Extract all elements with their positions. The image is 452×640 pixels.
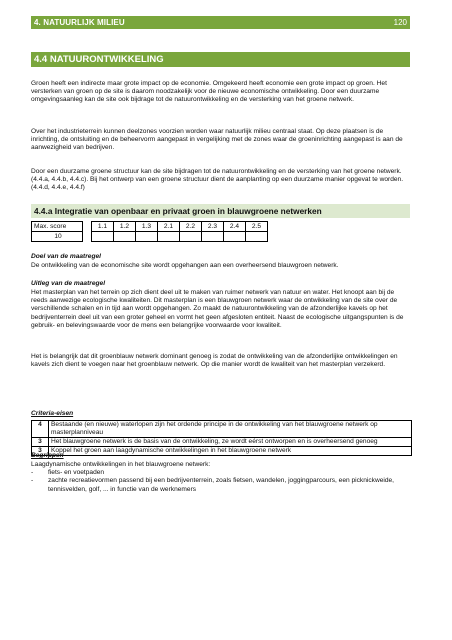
max-score-value: 10 — [32, 232, 83, 242]
criteria-text: Bestaande (en nieuwe) waterlopen zijn het ordende principe in de ontwikkeling van het blauwgroene netwerk op masterplanniveau — [49, 421, 412, 438]
score-col-1-1: 1.1 — [92, 222, 114, 232]
score-col-1-3: 1.3 — [136, 222, 158, 232]
criteria-text: Het blauwgroene netwerk is de basis van de ontwikkeling, ze wordt eérst ontworpen en is overheersend genoeg — [49, 438, 412, 447]
table-row — [32, 421, 412, 438]
score-cell — [246, 232, 268, 242]
uitleg-heading: Uitleg van de maatregel — [31, 280, 106, 287]
doel-text: De ontwikkeling van de economische site wordt opgehangen aan een overheersend blauwgroen netwerk. — [31, 262, 339, 269]
score-cell — [202, 232, 224, 242]
begrippen-heading: Begrippen — [31, 452, 64, 459]
score-cell — [136, 232, 158, 242]
criteria-score: 3 — [32, 438, 49, 447]
subsection-title: 4.4.a Integratie van openbaar en privaat groen in blauwgroene netwerken — [34, 206, 322, 216]
criteria-text: Koppel het groen aan laagdynamische ontwikkelingen in het blauwgroene netwerk — [49, 447, 412, 456]
table-row — [32, 447, 412, 456]
score-table — [31, 221, 268, 242]
intro-paragraph-1: Groen heeft een indirecte maar grote impact op de economie. Omgekeerd heeft economie een grote impact op groen. Het versterken van groen op de site is daarom noodzakelijk voor de nieuwe economische ontwikkeling. Door een duurzame omgevingsaanleg kan de site ook bijdrage tot de natuurontwikkeling en de versterking van het groene netwerk. — [31, 80, 387, 104]
criteria-heading: Criteria-eisen — [31, 410, 74, 417]
score-col-2-5: 2.5 — [246, 222, 268, 232]
page-number: 120 — [393, 18, 407, 27]
section-heading — [31, 52, 410, 67]
chapter-header-bar — [31, 16, 410, 29]
list-item: - fiets- en voetpaden — [31, 469, 105, 477]
intro-paragraph-2: Over het industrieterrein kunnen deelzones voorzien worden waar natuurlijk milieu centraal staat. Op deze plaatsen is de inrichting, de ontsluiting en de beheervorm aangepast in vergelijking met de zones waar de groeninrichting aangepast is aan de aanwezigheid van bedrijven. — [31, 128, 403, 152]
intro-paragraph-3: Door een duurzame groene structuur kan de site bijdragen tot de natuurontwikkeling en de versterking van het groene netwerk. (4.4.a, 4.4.b, 4.4.c). Bij het ontwerp van een groene structuur dient de aanplanting op een duurzame manier opgevat te worden. (4.4.d, 4.4.e, 4.4.f) — [31, 168, 404, 192]
uitleg-text-2: Het is belangrijk dat dit groenblauw netwerk dominant genoeg is zodat de ontwikkeling van de afzonderlijke ontwikkelingen en kavels zich dient te voegen naar het groenblauw netwerk. Op die manier wordt de kwaliteit van het masterplan verzekerd. — [31, 353, 398, 369]
uitleg-text-1: Het masterplan van het terrein op zich dient deel uit te maken van ruimer netwerk van natuur en water. Het knoopt aan bij de reeds aanwezige ecologische kwaliteiten. Dit masterplan is een blauwgroen netwerk waar de ontwikkeling van de site over de verschillende schalen en in tijd aan wordt opgehangen. Zo maakt de natuurontwikkeling van de afzonderlijke kavels op het bedrijventerrein deel uit van een groter geheel en vormt het geen afgesloten entiteit. Naast de ecologische uitgangspunten is de gebruik- en belevingswaarde voor de mens een belangrijke voorwaarde voor kwaliteit. — [31, 289, 404, 329]
begrippen-intro: Laagdynamische ontwikkelingen in het blauwgroene netwerk: — [31, 461, 211, 468]
criteria-score: 3 — [32, 447, 49, 456]
subsection-heading — [31, 204, 410, 218]
section-title: 4.4 NATUURONTWIKKELING — [34, 54, 164, 65]
doel-heading: Doel van de maatregel — [31, 253, 101, 260]
chapter-title: 4. NATUURLIJK MILIEU — [34, 18, 125, 27]
table-row — [32, 438, 412, 447]
criteria-table — [31, 420, 412, 456]
score-cell — [158, 232, 180, 242]
score-col-2-4: 2.4 — [224, 222, 246, 232]
score-col-2-3: 2.3 — [202, 222, 224, 232]
list-item: - zachte recreatievormen passend bij een bedrijventerrein, zoals fietsen, wandelen, joggingparcours, een picknickweide, tennisvelden, golf, ... in functie van de werknemers — [31, 477, 395, 493]
score-cell — [224, 232, 246, 242]
score-col-2-2: 2.2 — [180, 222, 202, 232]
score-col-2-1: 2.1 — [158, 222, 180, 232]
score-cell — [180, 232, 202, 242]
begrippen-list — [31, 461, 412, 494]
criteria-score: 4 — [32, 421, 49, 438]
max-score-label: Max. score — [32, 222, 83, 232]
score-cell — [92, 232, 114, 242]
score-cell — [114, 232, 136, 242]
score-col-1-2: 1.2 — [114, 222, 136, 232]
